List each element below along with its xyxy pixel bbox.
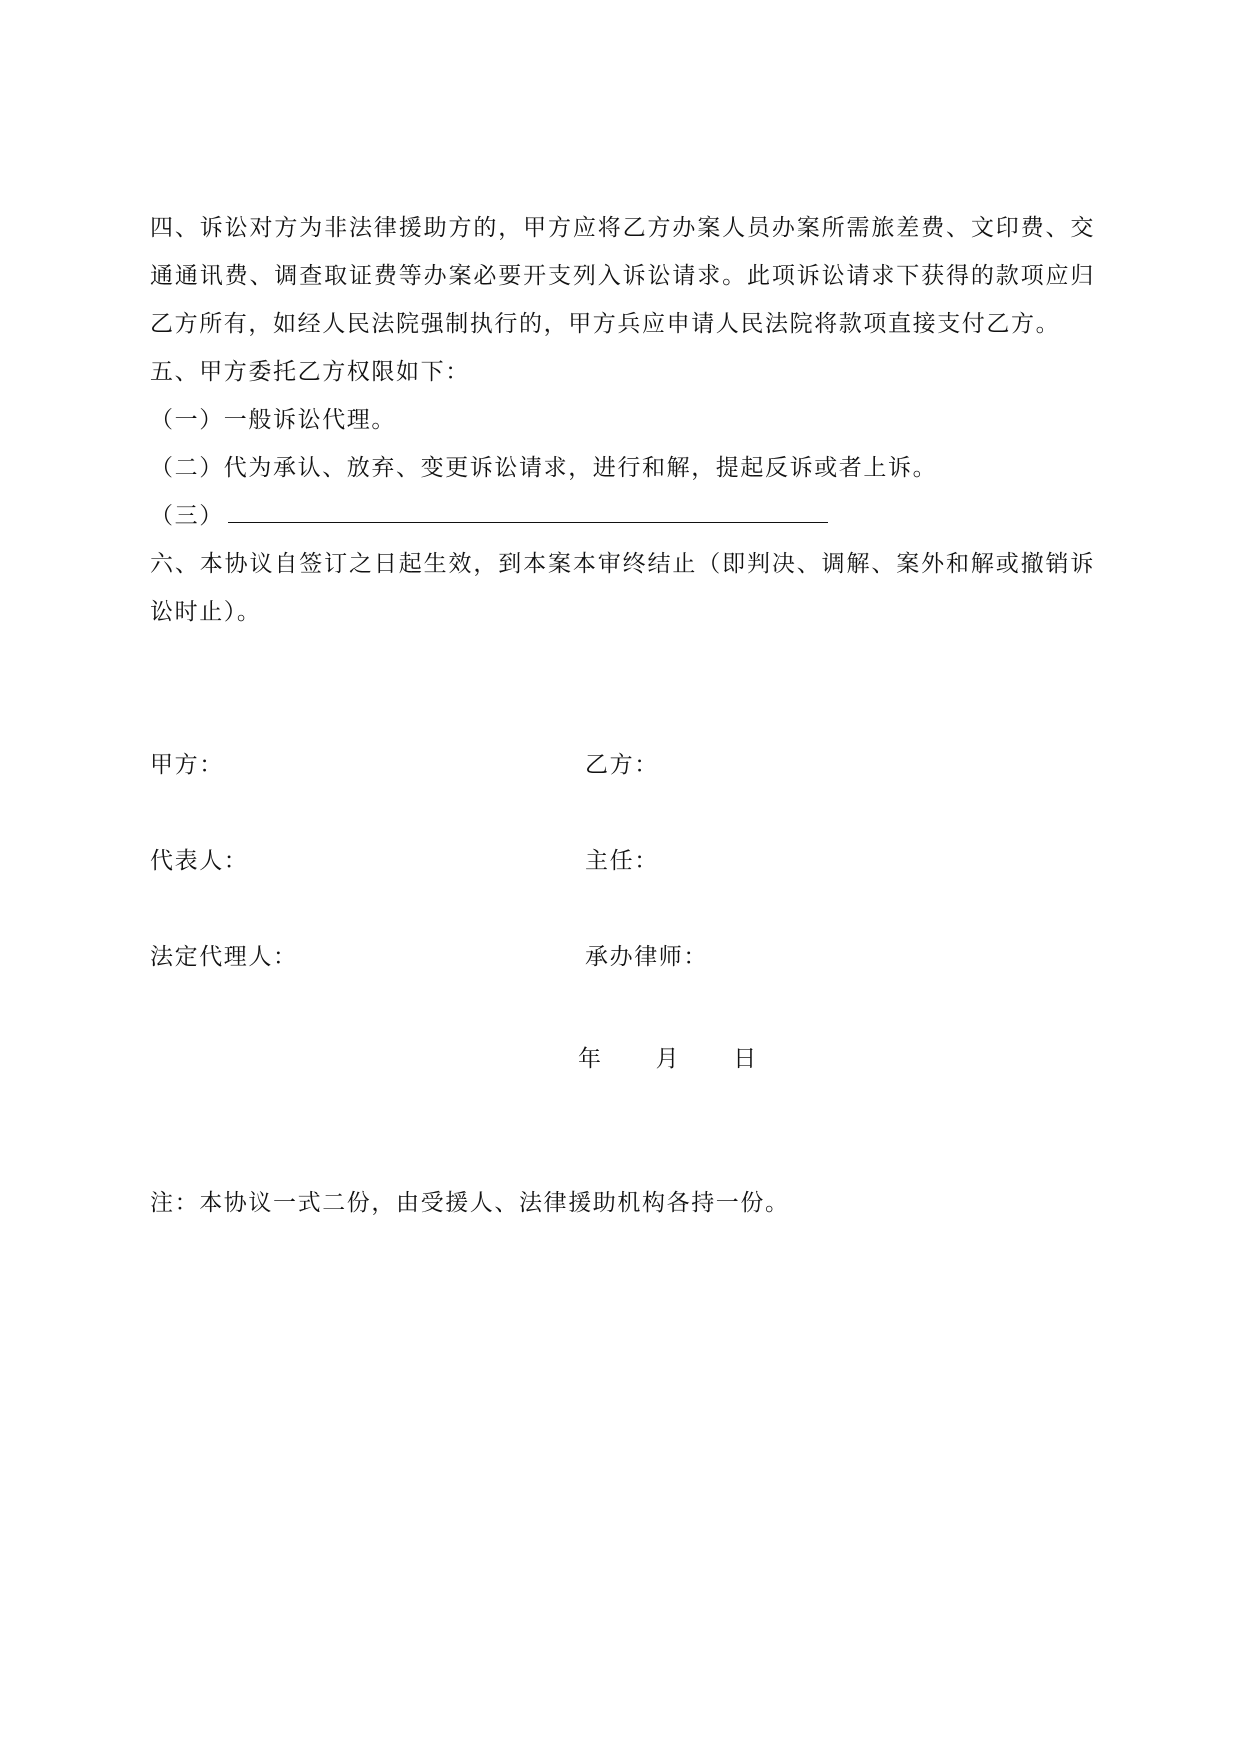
party-b-label: 乙方： <box>585 752 659 778</box>
date-day: 日 <box>733 1046 757 1072</box>
date-year: 年 <box>578 1046 601 1072</box>
clause-five: 五、甲方委托乙方权限如下： <box>150 359 470 385</box>
legal-agent-label: 法定代理人： <box>150 944 298 970</box>
clause-six: 六、本协议自签订之日起生效，到本案本审终结止（即判决、调解、案外和解或撤销诉讼时止）。 <box>150 551 1095 625</box>
agreement-note: 注：本协议一式二份，由受援人、法律援助机构各持一份。 <box>150 1190 790 1216</box>
authority-item-three-blank <box>228 494 828 523</box>
authority-item-two: （二）代为承认、放弃、变更诉讼请求，进行和解，提起反诉或者上诉。 <box>150 455 938 481</box>
signing-date <box>578 1040 756 1073</box>
authority-item-one: （一）一般诉讼代理。 <box>150 407 396 433</box>
clause-four: 四、诉讼对方为非法律援助方的，甲方应将乙方办案人员办案所需旅差费、文印费、交通通讯费、调查取证费等办案必要开支列入诉讼请求。此项诉讼请求下获得的款项应归乙方所有，如经人民法院强制执行的，甲方兵应申请人民法院将款项直接支付乙方。 <box>150 215 1095 337</box>
authority-item-three-label: （三） <box>150 503 224 529</box>
authority-item-three <box>150 492 1095 540</box>
director-label: 主任： <box>585 848 659 874</box>
date-month: 月 <box>655 1046 679 1072</box>
party-a-label: 甲方： <box>150 752 224 778</box>
representative-label: 代表人： <box>150 848 249 874</box>
clauses-block <box>150 204 1095 636</box>
lawyer-label: 承办律师： <box>585 944 708 970</box>
